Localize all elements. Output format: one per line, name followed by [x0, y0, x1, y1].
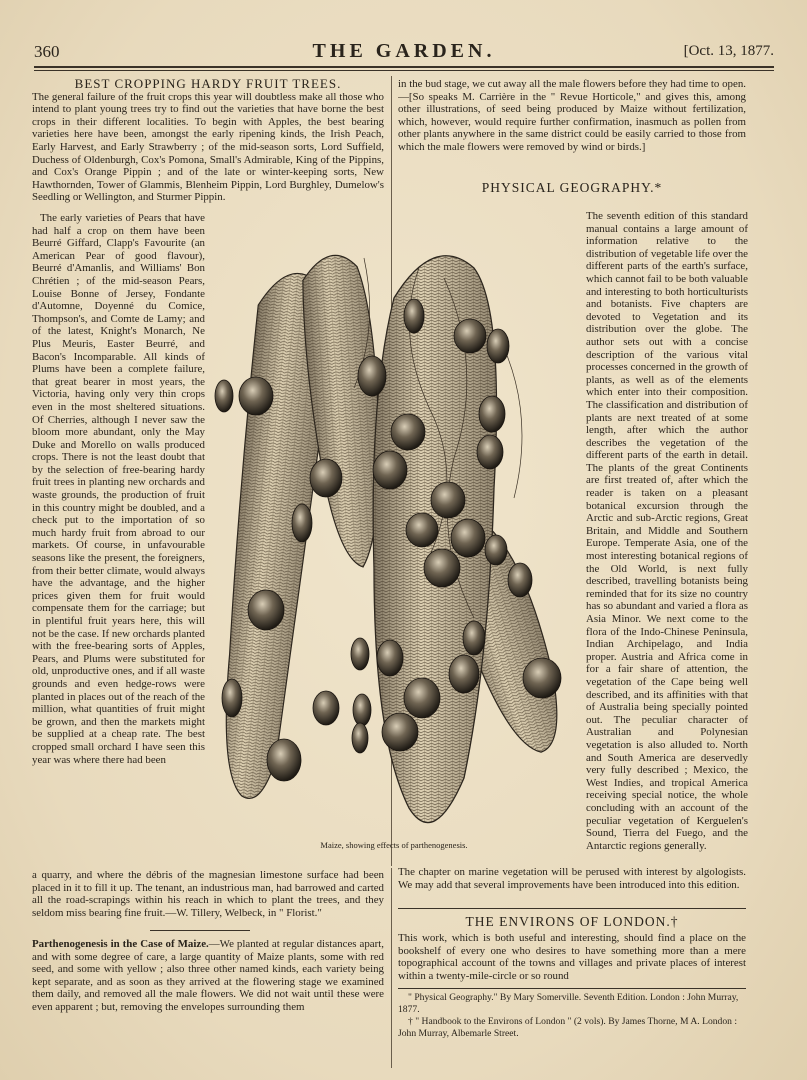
page-header	[34, 40, 774, 64]
article-parthenogenesis	[32, 938, 384, 1068]
article-runin-heading: Parthenogenesis in the Case of Maize.	[32, 938, 209, 950]
article-separator-right	[398, 908, 746, 909]
footnote-rule	[398, 988, 746, 989]
footnote-1: " Physical Geography." By Mary Somerville. Seventh Edition. London : John Murray, 1877.	[398, 992, 739, 1015]
article-parthenogenesis-cont: in the bud stage, we cut away all the male flowers before they had time to open.—[So speaks M. Carrière in the " Revue Horticole," and gives this, among other illustrations, of seed being produced by Maize without fertilization, which, however, would require further confirmation, inasmuch as pollen from other plants anywhere in the same district could be easily carried to those from which the male flowers were removed by wind or birds.]	[398, 78, 746, 153]
figure-caption: Maize, showing effects of parthenogenesis.	[320, 840, 468, 850]
maize-illustration	[204, 238, 584, 838]
article-heading-environs: THE ENVIRONS OF LONDON.†	[465, 914, 679, 929]
article-separator	[150, 930, 250, 931]
footnotes	[398, 992, 746, 1039]
footnote-2: † " Handbook to the Environs of London " (2 vols). By James Thorne, M A. London : John Murray, Albemarle Street.	[398, 1016, 738, 1039]
article-heading-physical-geography: PHYSICAL GEOGRAPHY.*	[481, 180, 663, 195]
article-fruit-trees-end: a quarry, and where the débris of the magnesian limestone surface had been placed in it to fill it up. The tenant, an industrious man, had barrowed and carted all the road-scrapings within his reach in which to plant the trees, and they seldom miss bearing fine fruit.—W. Tillery, Welbeck, in " Florist."	[32, 869, 384, 919]
header-rule-thin	[34, 70, 774, 71]
page-number: 360	[34, 42, 60, 61]
article-heading-fruit-trees: BEST CROPPING HARDY FRUIT TREES.	[74, 76, 342, 91]
article-physical-geography: The seventh edition of this standard manual contains a large amount of information relative to the distribution of vegetable life over the different parts of the earth's surface, which cannot fail to be both valuable and interesting to both horticulturists and botanists. Five chapters are devoted to Vegetation and its distribution over the globe. The author sets out with a concise description of the various vital processes concerned in the growth of plants, as well as of the elements which enter into their composition. The classification and distribution of plants are next treated of at some length, after which the author describes the vegetation of the different parts of the earth in detail. The plants of the great Continents are first treated of, after which the reader is taken on a pleasant botanical excursion through the Arctic and sub-Arctic regions, Great Britain, and Middle and Southern Europe. Temperate Asia, one of the most interesting botanical regions of the Old World, is next fully described, travelling botanists being reminded that for its size no country has so abundant and varied a flora as Asia Minor. We next come to the flora of the Indo-Chinese Peninsula, Indian Archipelago, and India proper. Austria and Africa come in for a fair share of attention, the vegetation of the Cape being well described, and its affinities with that of Australia being specially pointed out. The peculiar character of Australian and Polynesian vegetation is also alluded to. North and South America are deservedly very fully described ; Mexico, the West Indies, and tropical America receiving special notice, the whole concluding with an account of the peculiar vegetation of Kerguelen's Sound, Tierra del Fuego, and the Antarctic regions generally.	[586, 210, 748, 852]
issue-date: [Oct. 13, 1877.	[683, 43, 774, 59]
header-rule	[34, 66, 774, 68]
article-paragraph: —We planted at regular distances apart, and with some degree of care, a large quantity of Maize plants, some with red seed, and some with yellow ; also three other named kinds, each variety being kept separate, and as soon as they arrived at the flowering stage we examined them daily, and removed all the male flowers. We did not wait until these were even apparent ; but, removing the envelopes surrounding them	[32, 938, 384, 1013]
article-environs: This work, which is both useful and interesting, should find a place on the bookshelf of every one who desires to have something more than a mere topographical account of the towns and villages and private places of interest within a twenty-mile-circle or so round	[398, 932, 746, 982]
article-fruit-trees-narrow: The early varieties of Pears that have had half a crop on them have been Beurré Giffard, Clapp's Favourite (an American Pear of good flavour), Beurré d'Amanlis, and Williams' Bon Chrétien ; of the mid-season Pears, Louise Bonne of Jersey, Fondante d'Automne, Doyenné du Comice, Thompson's, and Comte de Lamy; and of the latest, Knight's Monarch, Ne Plus Meuris, Easter Beurré, and Bacon's Incomparable. All kinds of Plums have been a complete failure, that great bearer in most years, the Victoria, having only very thin crops even in the most sheltered situations. Of Cherries, although I never saw the bloom more abundant, only the May Duke and Morello on walls produced crops. There is not the least doubt that by the selection of free-bearing hardy fruit trees in planting new orchards and waste grounds, the production of fruit in this country might be doubled, and a check put to the importation of so much hardy fruit from abroad to our markets. Of course, in unfavourable seasons like the present, the foreigners, from their better climate, would always have the advantage, and the higher prices given them for fruit would compensate them for the carriage; but in plentiful fruit years here, this will not be the case. If new orchards planted with the free-bearing sorts of Apples, Pears, and Plums were substituted for old, unproductive ones, and if all waste grounds and even hedge-rows were planted in places out of the reach of the million, what quantities of fruit might be grown, and then the markets might be supplied at a cheap rate. The best cropped small orchard I have seen this year was where there had been	[32, 212, 205, 766]
article-physical-geography-closing: The chapter on marine vegetation will be perused with interest by algologists. We may add that several improvements have been introduced into this edition.	[398, 866, 746, 891]
article-paragraph: The general failure of the fruit crops this year will doubtless make all those who intend to plant young trees try to find out the varieties that have borne the best crops in their different localities. To begin with Apples, the best bearing varieties here have been, amongst the early ripening kinds, the Irish Peach, Early Harvest, and Early Strawberry ; of the mid-season sorts, Lord Suffield, Duchess of Oldenburgh, Cox's Pomona, Small's Admirable, King of the Pippins, and Cox's Orange Pippin ; and of the late or winter-keeping sorts, New Hawthornden, Tower of Glammis, Blenheim Pippin, Lord Burghley, Dumelow's Seedling or Wellington, and Sturmer Pippin.	[32, 90, 384, 204]
journal-title: THE GARDEN.	[312, 40, 496, 62]
article-fruit-trees-top	[32, 78, 384, 204]
column-rule-lower	[391, 868, 392, 1068]
